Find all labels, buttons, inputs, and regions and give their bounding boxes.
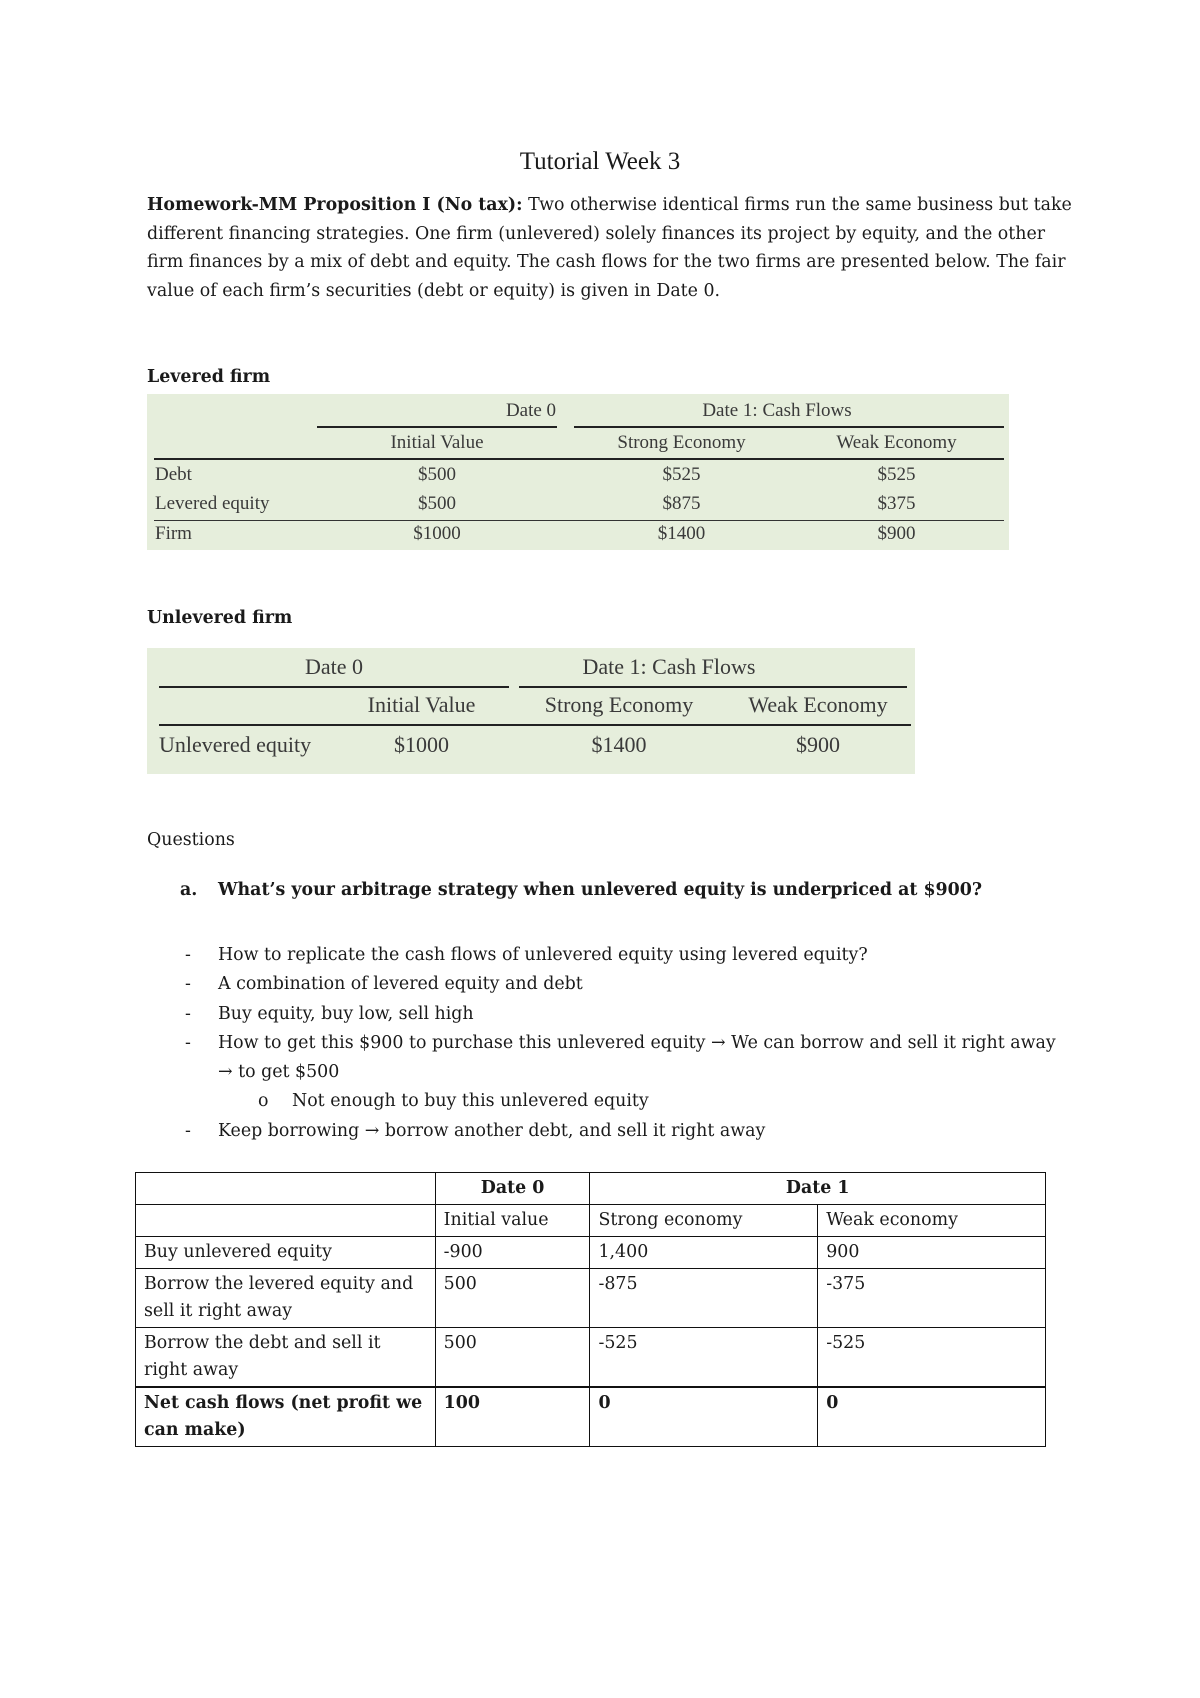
levered-row-weak: $375 [877, 493, 916, 514]
question-a-letter: a. [180, 880, 198, 900]
bullet-text: Buy equity, buy low, sell high [218, 1004, 474, 1024]
table-cell-weak: -525 [818, 1328, 1046, 1388]
levered-heading: Levered firm [147, 367, 271, 387]
unlevered-row-initial: $1000 [394, 732, 449, 757]
intro-paragraph [147, 191, 1077, 305]
levered-col-strong: Strong Economy [617, 432, 746, 453]
unlevered-heading: Unlevered firm [147, 608, 293, 628]
table-net-row [136, 1387, 1046, 1447]
table-row [136, 1269, 1046, 1328]
table-net-d0: 100 [435, 1387, 590, 1447]
table-sub-strong: Strong economy [590, 1205, 818, 1237]
bullet-text: A combination of levered equity and debt [218, 974, 583, 994]
table-net-strong: 0 [590, 1387, 818, 1447]
sub-bullet-text: Not enough to buy this unlevered equity [292, 1091, 649, 1111]
unlevered-group-date0: Date 0 [304, 654, 364, 679]
levered-row-strong: $875 [662, 493, 701, 514]
unlevered-row-strong: $1400 [591, 732, 647, 757]
unlevered-group-date1: Date 1: Cash Flows [582, 654, 756, 679]
bullet-text: How to get this $900 to purchase this unlevered equity → We can borrow and sell it right away → to get $500 [218, 1033, 1056, 1082]
table-net-weak: 0 [818, 1387, 1046, 1447]
bullet-dash: - [185, 945, 191, 965]
levered-row-label: Levered equity [155, 493, 270, 514]
table-cell-strong: 1,400 [590, 1237, 818, 1269]
bullet-dash: - [185, 1121, 191, 1141]
bullet-dash: - [185, 1004, 191, 1024]
levered-group-date1: Date 1: Cash Flows [702, 400, 852, 421]
table-row-label: Borrow the debt and sell it right away [136, 1328, 436, 1388]
sub-bullet-marker: o [258, 1091, 269, 1111]
table-sub-initial: Initial value [435, 1205, 590, 1237]
levered-col-initial: Initial Value [390, 432, 484, 453]
table-net-label: Net cash flows (net profit we can make) [136, 1387, 436, 1447]
levered-row-initial: $500 [418, 464, 456, 485]
intro-text: Two otherwise identical firms run the same business but take different financing strategies. One firm (unlevered) solely finances its project by equity, and the other firm finances by a mix of debt and equity. The cash flows for the two firms are presented below. The fair value of each firm’s securities (debt or equity) is given in Date 0. [147, 195, 1072, 301]
levered-row-strong: $525 [662, 464, 701, 485]
levered-row-initial: $1000 [413, 523, 461, 544]
questions-label: Questions [147, 830, 235, 850]
levered-firm-table [147, 394, 1009, 550]
table-cell-d0: -900 [435, 1237, 590, 1269]
table-cell-strong: -525 [590, 1328, 818, 1388]
unlevered-row-weak: $900 [796, 732, 840, 757]
table-cell-strong: -875 [590, 1269, 818, 1328]
page-title: Tutorial Week 3 [519, 148, 681, 175]
levered-row-weak: $525 [877, 464, 916, 485]
levered-row-strong: $1400 [657, 523, 706, 544]
table-cell-weak: 900 [818, 1237, 1046, 1269]
unlevered-col-initial: Initial Value [367, 692, 476, 717]
bullet-dash: - [185, 1033, 191, 1053]
unlevered-row-label: Unlevered equity [159, 732, 312, 757]
question-a [180, 880, 982, 900]
levered-row-initial: $500 [418, 493, 456, 514]
unlevered-firm-table [147, 648, 915, 774]
table-cell-weak: -375 [818, 1269, 1046, 1328]
table-cell-empty [136, 1173, 436, 1205]
question-a-text: What’s your arbitrage strategy when unlevered equity is underpriced at $900? [218, 880, 983, 900]
table-row [136, 1328, 1046, 1388]
levered-group-date0: Date 0 [505, 400, 557, 421]
levered-col-weak: Weak Economy [836, 432, 957, 453]
table-row-label: Buy unlevered equity [136, 1237, 436, 1269]
table-cell-d0: 500 [435, 1269, 590, 1328]
levered-row-label: Firm [155, 523, 192, 544]
table-head-date0: Date 0 [435, 1173, 590, 1205]
unlevered-col-strong: Strong Economy [544, 692, 694, 717]
table-cell-empty [136, 1205, 436, 1237]
levered-row-label: Debt [155, 464, 192, 485]
arbitrage-strategy-table [135, 1172, 1046, 1447]
intro-label: Homework-MM Proposition I (No tax): [147, 195, 523, 215]
unlevered-col-weak: Weak Economy [748, 692, 888, 717]
table-row [136, 1237, 1046, 1269]
table-head-date1: Date 1 [590, 1173, 1046, 1205]
table-cell-d0: 500 [435, 1328, 590, 1388]
table-sub-weak: Weak economy [818, 1205, 1046, 1237]
bullet-text: Keep borrowing → borrow another debt, and sell it right away [218, 1121, 766, 1141]
levered-row-weak: $900 [877, 523, 916, 544]
bullet-dash: - [185, 974, 191, 994]
table-row-label: Borrow the levered equity and sell it right away [136, 1269, 436, 1328]
table-header-row [136, 1173, 1046, 1205]
bullet-text: How to replicate the cash flows of unlevered equity using levered equity? [218, 945, 868, 965]
table-subheader-row [136, 1205, 1046, 1237]
